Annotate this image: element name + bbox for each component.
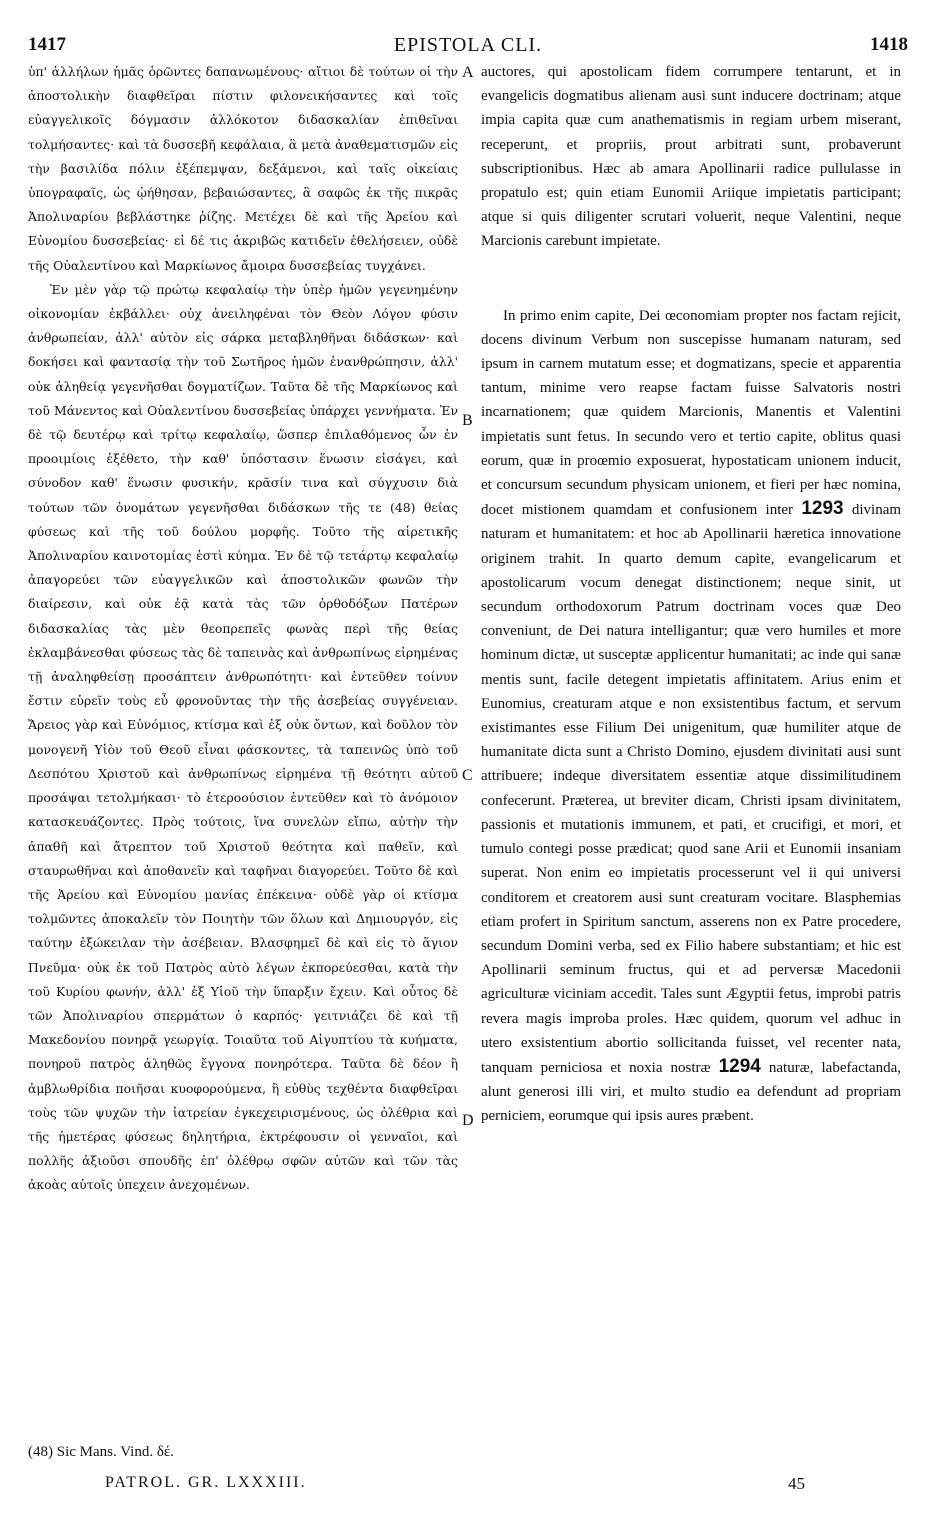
section-marker-b: B (462, 412, 473, 429)
latin-column (481, 60, 901, 1129)
right-column-number: 1418 (870, 34, 908, 55)
sheet-number: 45 (788, 1474, 805, 1493)
latin-text-span: In primo enim capite, Dei œconomiam propter nos factam rejicit, docens divinum Verbum non suscepisse humanam naturam, sed ipsum in carnem mutatum esse; et dogmatizans, specie et apparentia tantum, minime vero reapse factam fuisse Salvatoris nostri incarnationem; quæ quidem Marcionis, Manentis et Valentini impietatis sunt fetus. In secundo vero et tertio capite, oblitus quasi eorum, quæ in proœmio exposuerat, hypostaticam unionem inducit, et concursum secundum physicam unionem, et fieri per hæc nomina, docet mistionem quamdam et confusionem inter (481, 307, 901, 519)
section-marker-a: A (462, 64, 474, 81)
inline-page-number: 1293 (801, 498, 844, 520)
section-marker-d: D (462, 1112, 474, 1129)
latin-paragraph: auctores, qui apostolicam fidem corrumpere tentarunt, et in evangelicis dogmatibus alienam ausi sunt inducere doctrinam; atque impia capita quæ cum anathematismis in regiam urbem miserant, receperunt, et propriis, prout arbitrati sunt, probaverunt subscriptionibus. Hæc ab amara Apollinarii radice pullulasse in propatulo est; quin etiam Eunomii Ariique impietatis participant; atque si quis diligenter scrutari voluerit, neque Valentini, neque Marcionis carebunt impietate. (481, 64, 901, 250)
footnote: (48) Sic Mans. Vind. δέ. (28, 1444, 174, 1460)
page-header (28, 34, 908, 60)
greek-column (28, 60, 458, 1198)
left-column-number: 1417 (28, 34, 66, 55)
latin-paragraph (481, 304, 901, 1129)
greek-paragraph: Ἐν μὲν γὰρ τῷ πρώτῳ κεφαλαίῳ τὴν ὑπὲρ ἡμῶν γεγενημένην οἰκονομίαν ἐκβάλλει· οὐχ ἀνειληφέναι τὸν Θεὸν Λόγον φύσιν ἀνθρωπείαν, ἀλλ' αὐτὸν εἰς σάρκα μεταβληθῆναι διδάσκων· καὶ δοκήσει καὶ φαντασίᾳ τὴν τοῦ Σωτῆρος ἡμῶν ἐνανθρώπησιν, ἀλλ' οὐκ ἀληθείᾳ γεγενῆσθαι δογματίζων. Ταῦτα δὲ τῆς Μαρκίωνος καὶ τοῦ Μάνεντος καὶ Οὐαλεντίνου δυσσεβείας ὑπάρχει γεννήματα. Ἐν δὲ τῷ δευτέρῳ καὶ τρίτῳ κεφαλαίῳ, ὥσπερ ἐπιλαθόμενος ὧν ἐν προοιμίοις ἐξέθετο, τὴν καθ' ὑπόστασιν ἕνωσιν εἰσάγει, καὶ σύνοδον καθ' ἕνωσιν φυσικήν, κρᾶσίν τινα καὶ σύγχυσιν διὰ τούτων τῶν ὀνομάτων γεγενῆσθαι διδάσκων τῆς τε (48) θείας φύσεως καὶ τῆς τοῦ δούλου μορφῆς. Τοῦτο τῆς αἱρετικῆς Ἀπολιναρίου καινοτομίας ἐστὶ κύημα. Ἐν δὲ τῷ τετάρτῳ κεφαλαίῳ ἀπαγορεύει τῶν εὐαγγελικῶν καὶ ἀποστολικῶν φωνῶν τὴν διαίρεσιν, καὶ οὐκ ἐᾷ κατὰ τὰς τῶν ὀρθοδόξων Πατέρων διδασκαλίας τὰς μὲν θεοπρεπεῖς φωνὰς περὶ τῆς θείας ἐκλαμβάνεσθαι φύσεως τὰς δὲ ταπεινὰς καὶ ἀνθρωπίνως εἰρημένας τῇ ἀναληφθείσῃ προσάπτειν ἀνθρωπότητι· καὶ ἐντεῦθεν τοίνυν ἔστιν εὑρεῖν τοὺς εὖ φρονοῦντας τὴν τῆς ἀσεβείας συγγένειαν. Ἄρειος γὰρ καὶ Εὐνόμιος, κτίσμα καὶ ἐξ οὐκ ὄντων, καὶ δοῦλον τὸν μονογενῆ Υἱὸν τοῦ Θεοῦ εἶναι φάσκοντες, τὰ ταπεινῶς ὑπὸ τοῦ Δεσπότου Χριστοῦ καὶ ἀνθρωπίνως εἰρημένα τῇ θεότητι αὐτοῦ προσάψαι τετολμήκασι· τὸ ἑτεροούσιον ἐντεῦθεν καὶ τὸ ἀνόμοιον κατασκευάζοντες. Πρὸς τούτοις, ἵνα συνελὼν εἴπω, αὐτὴν τὴν ἀπαθῆ καὶ ἄτρεπτον τοῦ Χριστοῦ θεότητα καὶ παθεῖν, καὶ σταυρωθῆναι καὶ ἀποθανεῖν καὶ ταφῆναι διαγορεύει. Τοῦτο δὲ καὶ τῆς Ἀρείου καὶ Εὐνομίου μανίας ἐπέκεινα· οὐδὲ γὰρ οἱ κτίσμα τολμῶντες ἀποκαλεῖν τὸν Ποιητὴν τῶν ὅλων καὶ Δημιουργόν, εἰς ταύτην ἐξώκειλαν τὴν ἀσέβειαν. Βλασφημεῖ δὲ καὶ εἰς τὸ ἅγιον Πνεῦμα· οὐκ ἐκ τοῦ Πατρὸς αὐτὸ λέγων ἐκπορεύεσθαι, κατὰ τὴν τοῦ Κυρίου φωνήν, ἀλλ' ἐξ Υἱοῦ τὴν ὕπαρξιν ἔχειν. Καὶ οὗτος δὲ τῶν Ἀπολιναρίου σπερμάτων ὁ καρπός· γειτνιάζει δὲ καὶ τῇ Μακεδονίου πονηρᾷ γεωργίᾳ. Τοιαῦτα τοῦ Αἰγυπτίου τὰ κυήματα, πονηροῦ πατρὸς ἀληθῶς ἔγγονα πονηρότερα. Ταῦτα δὲ δέον ἢ ἀμβλωθρίδια ποιῆσαι κυοφορούμενα, ἢ εὐθὺς τεχθέντα διαφθεῖραι τοὺς τῶν ψυχῶν τὴν ἰατρείαν ἐγκεχειρισμένους, ὡς ὀλέθρια καὶ τῆς ἡμετέρας φύσεως δηλητήρια, ἐκτρέφουσιν οἱ γενναῖοι, καὶ πολλῆς ἀξιοῦσι σπουδῆς ἐπ' ὀλέθρῳ σφῶν αὐτῶν καὶ τῶν τὰς ἀκοὰς αὐτοῖς ὑπεχειν ἀνεχομένων. (28, 281, 458, 1193)
inline-page-number: 1294 (718, 1055, 761, 1077)
series-title: PATROL. GR. LXXXIII. (105, 1474, 307, 1491)
section-marker-c: C (462, 767, 473, 784)
page-title: EPISTOLA CLI. (393, 34, 543, 56)
latin-text-span: divinam naturam et humanitatem: et hoc ab Apollinarii hæretica innovatione originem trahit. In quarto demum capite, evangelicarum et apostolicarum vocum denegat distinctionem; neque sinit, ut secundum orthodoxorum Patrum doctrinam voces quæ Deo conveniunt, de Dei natura intelligantur; quæ vero humiles et more hominum dictæ, ut susceptæ applicentur humanitati; ac inde qui sanæ mentis sunt, facile detegent impietatis affinitatem. Arius enim et Eunomius, creaturam atque e non exsistentibus factum, et servum existimantes esse Filium Dei unigenitum, quæ humiliter atque de humanitate dicta sunt a Christo Domino, ejusdem divinitati ausi sunt attribuere; indeque diversitatem essentiæ atque dissimilitudinem confecerunt. Præterea, ut breviter dicam, Christi ipsam divinitatem, passionis et mutationis immunem, et pati, et crucifigi, et mori, et tumulo contegi posse prædicat; quod sane Arii et Eunomii insaniam superat. Non enim eo impietatis processerunt vel ii qui universi conditorem et creatorem ausi sunt creaturam vocitare. Blasphemias etiam profert in Spiritum sanctum, asserens non ex Patre procedere, secundum Domini verba, sed ex Filio habere substantiam; et hic est Apollinarii seminum fructus, qui et ad perversæ Macedonii agriculturæ viciniam accedit. Tales sunt Ægyptii fetus, improbi patris revera magis improba proles. Hæc quidem, quorum vel adhuc in utero exsistentium abortio sollicitanda fuisset, vel recenter nata, tanquam perniciosa et noxia nostræ (481, 502, 902, 1076)
greek-paragraph: ὑπ' ἀλλήλων ἡμᾶς ὁρῶντες δαπανωμένους· αἴτιοι δὲ τούτων οἱ τὴν ἀποστολικὴν διαφθεῖραι πίστιν φιλονεικήσαντες καὶ τοῖς εὐαγγελικοῖς δόγμασιν ἀλλόκοτον διδασκαλίαν ἐπιθεῖναι τολμήσαντες· καὶ τὰ δυσσεβῆ κεφάλαια, ἃ μετὰ ἀναθεματισμῶν εἰς τὴν βασιλίδα πόλιν ἐξέπεμψαν, δεξάμενοι, καὶ ταῖς οἰκείαις ὑπογραφαῖς, ὡς ᾠήθησαν, βεβαιώσαντες, ἃ σαφῶς ἐκ τῆς πικρᾶς Ἀπολιναρίου βεβλάστηκε ῥίζης. Μετέχει δὲ καὶ τῆς Ἀρείου καὶ Εὐνομίου δυσσεβείας· εἰ δέ τις ἀκριβῶς κατιδεῖν ἐθελήσειεν, οὐδὲ τῆς Οὐαλεντίνου καὶ Μαρκίωνος ἄμοιρα δυσσεβείας τυγχάνει. (28, 64, 458, 273)
latin-text-span: naturæ, labefactanda, alunt generosi illi viri, et multo studio ea defendunt ad propriam perniciem, eorumque qui ipsis aures præbent. (481, 1059, 902, 1125)
